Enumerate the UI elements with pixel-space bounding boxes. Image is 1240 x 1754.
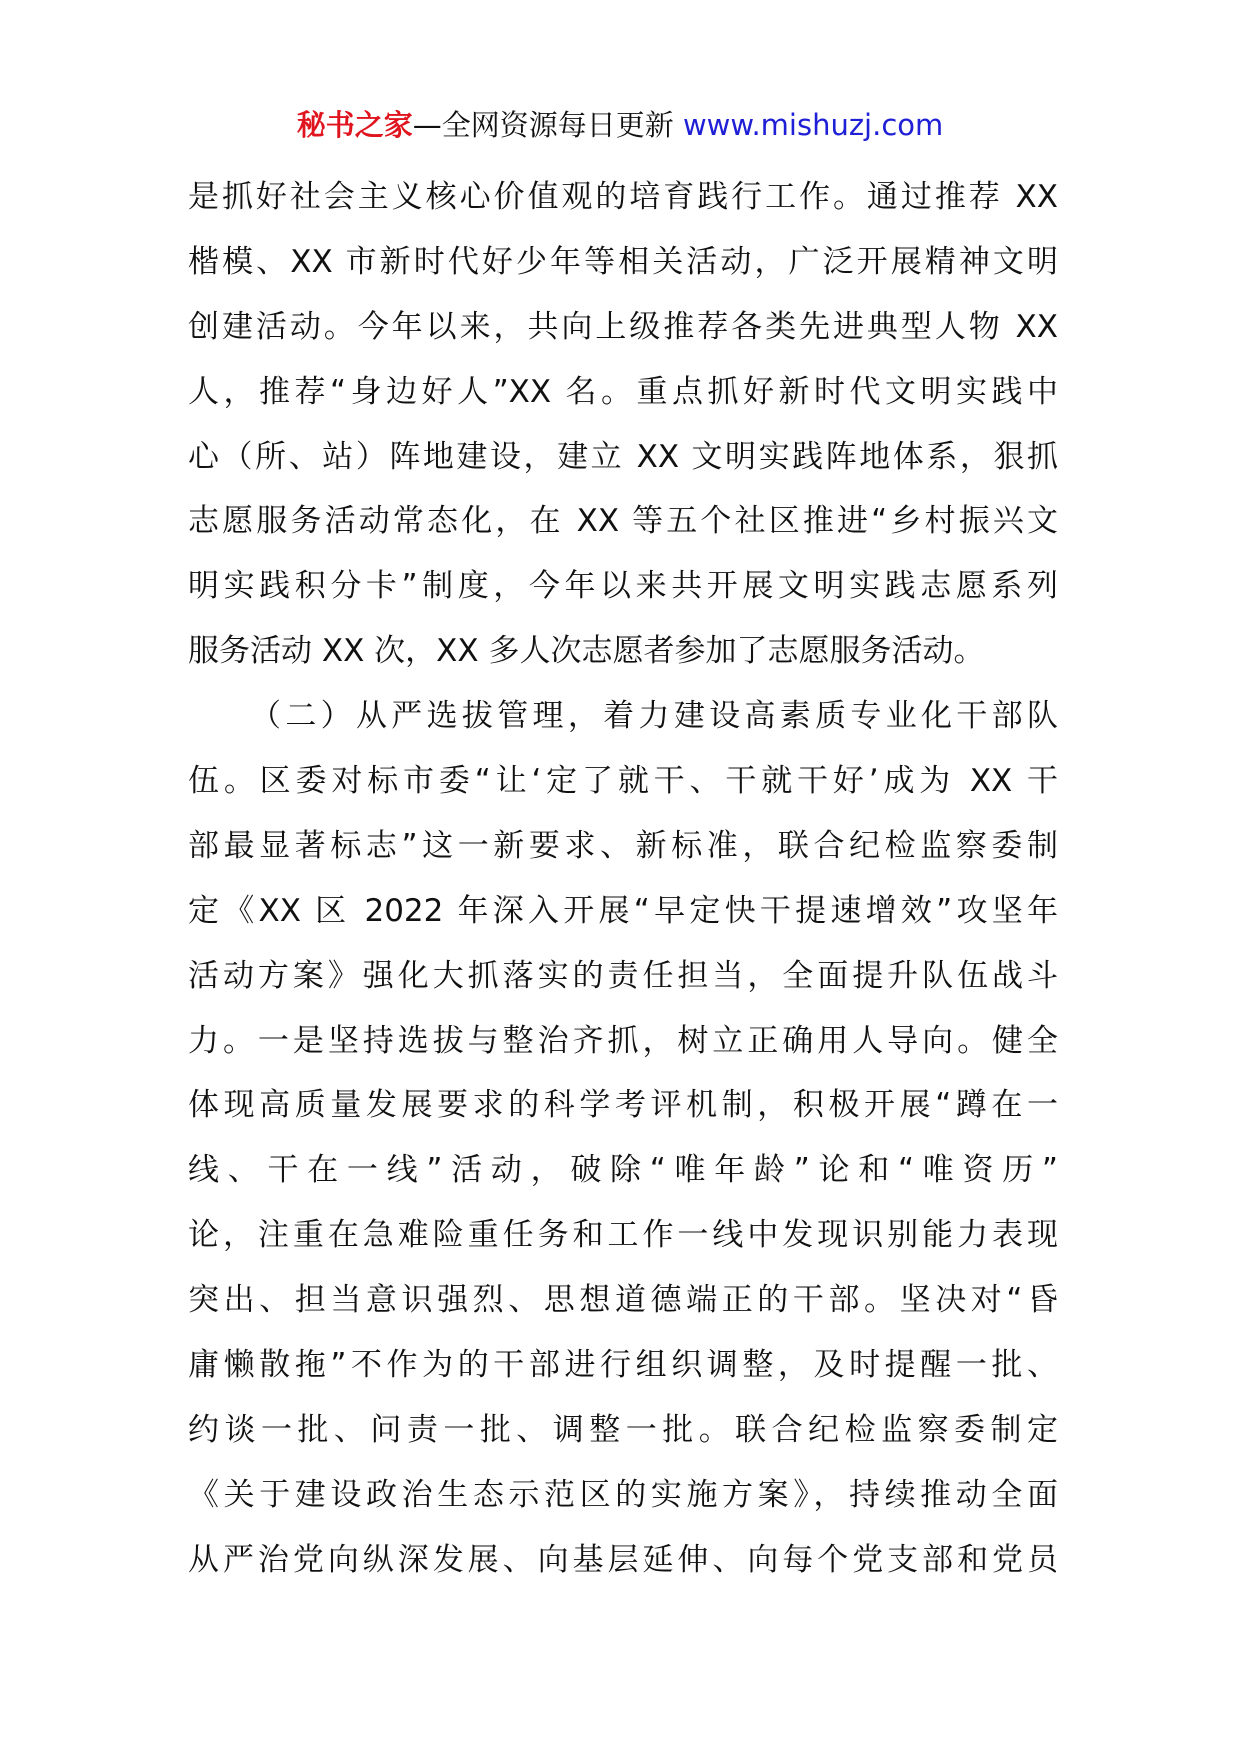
site-brand: 秘书之家: [296, 108, 413, 142]
text-line: 从严治党向纵深发展、向基层延伸、向每个党支部和党员: [188, 1541, 1058, 1578]
text-line: 力。一是坚持选拔与整治齐抓，树立正确用人导向。健全: [188, 1022, 1058, 1059]
text-line: 活动方案》强化大抓落实的责任担当，全面提升队伍战斗: [188, 957, 1058, 994]
text-line: 体现高质量发展要求的科学考评机制，积极开展“蹲在一: [188, 1087, 1058, 1124]
text-line: 伍。区委对标市委“让‘定了就干、干就干好’成为 XX 干: [188, 763, 1058, 800]
section-heading-line: （二）从严选拔管理，着力建设高素质专业化干部队: [250, 698, 1058, 735]
page-header: [0, 103, 1240, 147]
site-tagline: —全网资源每日更新: [412, 108, 674, 142]
text-line: 线、干在一线”活动，破除“唯年龄”论和“唯资历”: [188, 1152, 1058, 1189]
text-line: 约谈一批、问责一批、调整一批。联合纪检监察委制定: [188, 1411, 1058, 1448]
text-line: 人，推荐“身边好人”XX 名。重点抓好新时代文明实践中: [188, 373, 1058, 410]
paragraph-last-line: 服务活动 XX 次，XX 多人次志愿者参加了志愿服务活动。: [188, 633, 985, 670]
document-body: [188, 165, 1058, 1593]
text-line: 论，注重在急难险重任务和工作一线中发现识别能力表现: [188, 1217, 1058, 1254]
text-line: 突出、担当意识强烈、思想道德端正的干部。坚决对“昏: [188, 1282, 1058, 1319]
text-line: 定《XX 区 2022 年深入开展“早定快干提速增效”攻坚年: [188, 892, 1058, 929]
text-line: 创建活动。今年以来，共向上级推荐各类先进典型人物 XX: [188, 308, 1058, 345]
text-line: 部最显著标志”这一新要求、新标准，联合纪检监察委制: [188, 827, 1058, 864]
text-line: 庸懒散拖”不作为的干部进行组织调整，及时提醒一批、: [188, 1347, 1058, 1384]
site-url-link[interactable]: www.mishuzj.com: [682, 108, 944, 142]
text-line: 心（所、站）阵地建设，建立 XX 文明实践阵地体系，狠抓: [188, 438, 1058, 475]
text-line: 楷模、XX 市新时代好少年等相关活动，广泛开展精神文明: [188, 243, 1058, 280]
text-line: 是抓好社会主义核心价值观的培育践行工作。通过推荐 XX: [188, 179, 1058, 215]
text-line: 明实践积分卡”制度，今年以来共开展文明实践志愿系列: [188, 568, 1058, 605]
text-line: 志愿服务活动常态化，在 XX 等五个社区推进“乡村振兴文: [188, 503, 1058, 540]
text-line: 《关于建设政治生态示范区的实施方案》，持续推动全面: [188, 1476, 1058, 1513]
